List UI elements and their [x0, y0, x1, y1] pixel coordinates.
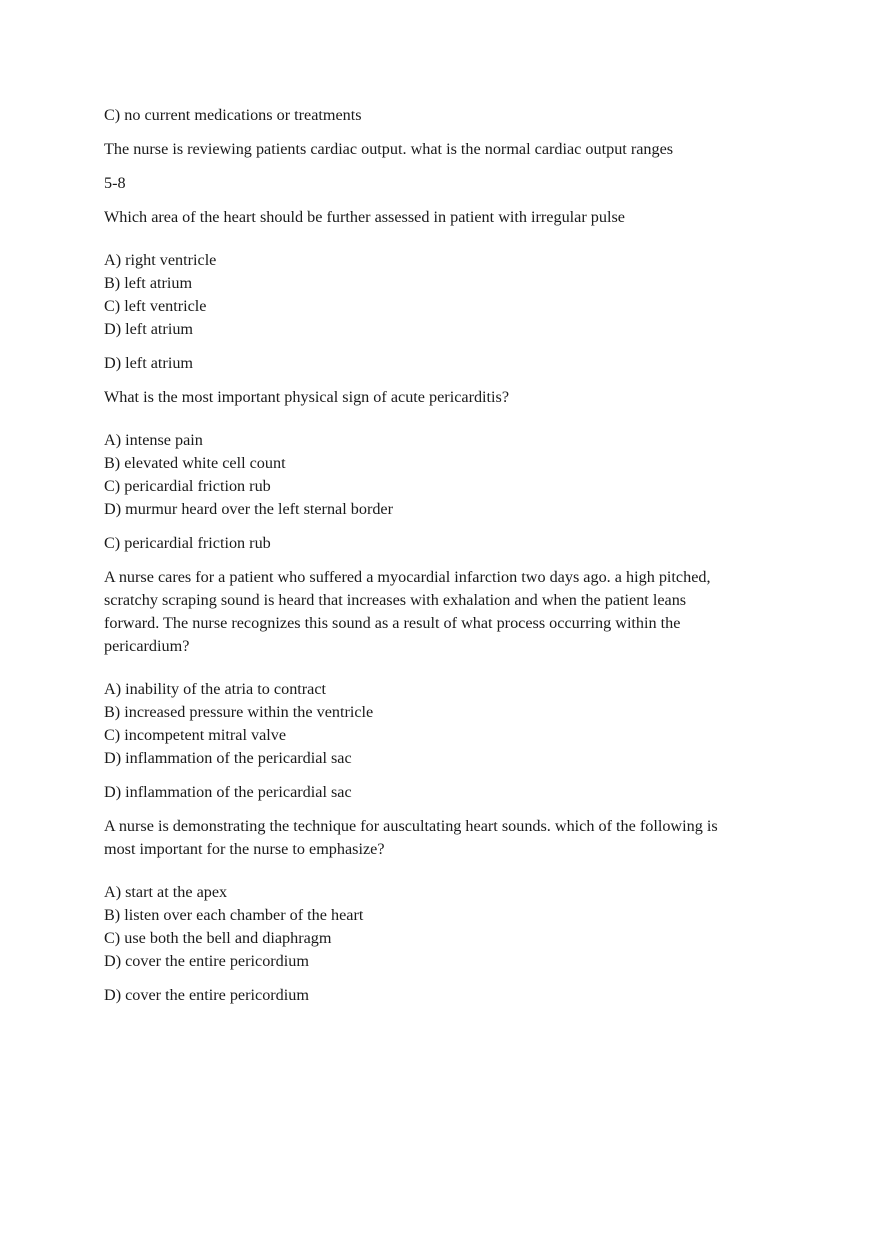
option-item: D) cover the entire pericordium — [104, 952, 309, 970]
question-line: A nurse is demonstrating the technique for auscultating heart sounds. which of the following is — [104, 817, 718, 835]
option-item: A) intense pain — [104, 431, 203, 449]
question-pericarditis: What is the most important physical sign of acute pericarditis? — [104, 388, 510, 406]
answer-pericarditis: C) pericardial friction rub — [104, 534, 271, 552]
options-myocardial — [104, 678, 784, 770]
option-item: C) incompetent mitral valve — [104, 726, 287, 744]
question-auscultation — [104, 815, 784, 861]
question-line: pericardium? — [104, 637, 190, 655]
question-myocardial — [104, 566, 784, 658]
option-item: C) pericardial friction rub — [104, 477, 271, 495]
option-item: B) elevated white cell count — [104, 454, 286, 472]
question-line: most important for the nurse to emphasize? — [104, 840, 385, 858]
answer-irregular-pulse: D) left atrium — [104, 354, 193, 372]
answer-cardiac-output: 5-8 — [104, 174, 126, 192]
option-item: B) listen over each chamber of the heart — [104, 906, 364, 924]
answer-myocardial: D) inflammation of the pericardial sac — [104, 783, 352, 801]
option-item: D) left atrium — [104, 320, 193, 338]
option-item: C) use both the bell and diaphragm — [104, 929, 332, 947]
question-line: forward. The nurse recognizes this sound as a result of what process occurring within the — [104, 614, 681, 632]
option-item: B) increased pressure within the ventricle — [104, 703, 374, 721]
options-irregular-pulse — [104, 249, 784, 341]
question-line: A nurse cares for a patient who suffered a myocardial infarction two days ago. a high pitched, — [104, 568, 711, 586]
option-item: B) left atrium — [104, 274, 193, 292]
question-irregular-pulse: Which area of the heart should be further assessed in patient with irregular pulse — [104, 208, 625, 226]
answer-auscultation: D) cover the entire pericordium — [104, 986, 309, 1004]
option-item: A) inability of the atria to contract — [104, 680, 327, 698]
options-auscultation — [104, 881, 784, 973]
option-item: D) inflammation of the pericardial sac — [104, 749, 352, 767]
question-line: scratchy scraping sound is heard that increases with exhalation and when the patient leans — [104, 591, 687, 609]
option-item: A) start at the apex — [104, 883, 228, 901]
document-page — [104, 104, 784, 1007]
option-item: C) left ventricle — [104, 297, 207, 315]
option-item: A) right ventricle — [104, 251, 217, 269]
previous-answer: C) no current medications or treatments — [104, 106, 362, 124]
options-pericarditis — [104, 429, 784, 521]
question-cardiac-output: The nurse is reviewing patients cardiac output. what is the normal cardiac output ranges — [104, 140, 674, 158]
option-item: D) murmur heard over the left sternal border — [104, 500, 394, 518]
